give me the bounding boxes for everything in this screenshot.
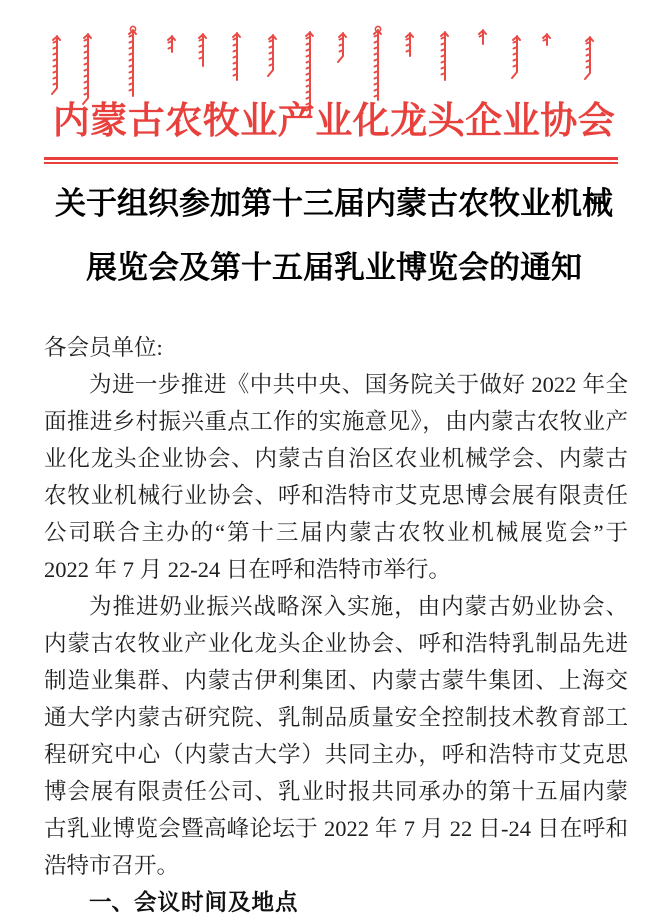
notice-title: [0, 184, 668, 312]
rule-line-thin: [44, 162, 618, 164]
section-heading-label: 会议时间及地点: [134, 890, 299, 915]
section-heading-1: [44, 884, 628, 921]
letterhead-double-rule: [44, 157, 618, 164]
section-heading-number: 一、: [89, 890, 135, 915]
paragraph-dairy-expo: 为推进奶业振兴战略深入实施，由内蒙古奶业协会、内蒙古农牧业产业化龙头企业协会、呼和浩特乳制品先进制造业集群、内蒙古伊利集团、内蒙古蒙牛集团、上海交通大学内蒙古研究院、乳制品质量安全控制技术教育部工程研究中心（内蒙古大学）共同主办，呼和浩特市艾克思博会展有限责任公司、乳业时报共同承办的第十五届内蒙古乳业博览会暨高峰论坛于 2022 年 7 月 22 日-24 日在呼和浩特市召开。: [44, 594, 628, 878]
notice-title-line-2: 展览会及第十五届乳业博览会的通知: [86, 250, 582, 285]
letterhead-org-name: 内蒙古农牧业产业化龙头企业协会: [52, 101, 616, 142]
salutation: 各会员单位:: [44, 335, 163, 360]
notice-title-line-1: 关于组织参加第十三届内蒙古农牧业机械: [55, 186, 613, 221]
paragraph-machinery-expo: 为进一步推进《中共中央、国务院关于做好 2022 年全面推进乡村振兴重点工作的实施意见》，由内蒙古农牧业产业化龙头企业协会、内蒙古自治区农业机械学会、内蒙古农牧业机械行业协会、呼和浩特市艾克思博会展有限责任公司联合主办的“第十三届内蒙古农牧业机械展览会”于 2022 年 7 月 22-24 日在呼和浩特市举行。: [44, 372, 628, 582]
notice-body: [44, 329, 628, 921]
